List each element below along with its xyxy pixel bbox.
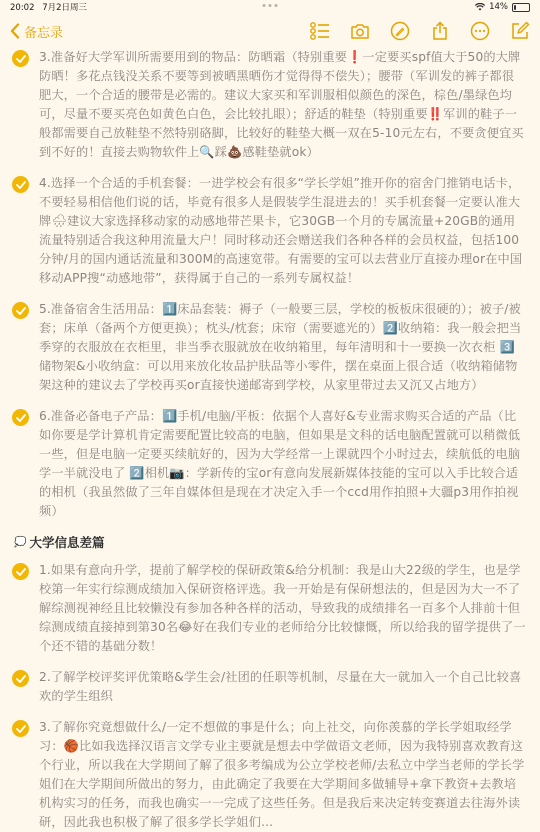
checklist-item-text: 4.选择一个合适的手机套餐：一进学校会有很多“学长学姐”推开你的宿舍门推销电话卡，不要轻易相信他们说的话，毕竟有很多人是假装学生混进去的！买手机套餐一定要认准大牌🌧建议大家选择移动家的动感地带芒果卡，它30GB一个月的专属流量+20GB的通用流量特别适合我这种用流量大户！同时移动还会赠送我们各种各样的会员权益，包括100分钟/月的国内通话流量和300M的高速宽带。有需要的宝可以去营业厅直接办理or在中国移动APP搜“动感地带”，获得属于自己的一系列专属权益！ — [39, 176, 523, 285]
checked-checkbox[interactable] — [12, 302, 29, 319]
share-button[interactable] — [430, 21, 450, 41]
checklist-item — [12, 718, 526, 832]
checklist-item — [12, 174, 526, 288]
checkmark-icon — [16, 725, 26, 733]
checklist-item-text: 2.了解学校评奖评优策略&学生会/社团的任职等机制，尽量在大一就加入一个自己比较喜欢的学生组织 — [39, 670, 522, 703]
checkmark-icon — [16, 568, 26, 576]
back-label: 备忘录 — [24, 25, 64, 41]
checked-checkbox[interactable] — [12, 176, 29, 193]
checkmark-icon — [16, 675, 26, 683]
checked-checkbox[interactable] — [12, 50, 29, 67]
checklist-item — [12, 668, 526, 706]
checklist-item-text: 6.准备必备电子产品：1️⃣手机/电脑/平板：依据个人喜好&专业需求购买合适的产品（比如你要是学计算机肯定需要配置比较高的电脑，但如果是文科的话电脑配置就可以稍微低一些，但是电脑一定要买续航好的，因为大学经常一上课就四个小时过去，续航低的电脑学一半就没电了 2️⃣相机📷：学新传的宝or有意向发展新媒体技能的宝可以入手比较合适的相机（我虽然做了三年自媒体但是现在才决定入手一个ccd用作拍照+大疆p3用作拍视频） — [39, 409, 521, 518]
speech-bubble-icon: 💭 — [14, 536, 27, 548]
checklist-item-text: 3.准备好大学军训所需要用到的物品：防晒霜（特别重要❗一定要买spf值大于50的大牌防晒！多花点钱没关系不要等到被晒黑晒伤才觉得得不偿失）；腰带（军训发的裤子都很肥大，一个合适的腰带是必需的。建议大家买和军训服相似颜色的深色，棕色/墨绿色均可，尽量不要买亮色如黄色白色，会比较扎眼）；舒适的鞋垫（特别重要‼️军训的鞋子一般都需要自己放鞋垫不然特别硌脚，比较好的鞋垫大概一双在5-10元左右，不要贪便宜买到不好的！直接去购物软件上🔍踩💩感鞋垫就ok） — [39, 50, 524, 159]
checkmark-icon — [16, 55, 26, 63]
toolbar-actions — [310, 21, 530, 41]
status-date: 7月2日周三 — [42, 3, 88, 13]
checklist-icon — [310, 22, 330, 40]
checked-checkbox[interactable] — [12, 720, 29, 737]
checklist-item — [12, 48, 526, 162]
markup-button[interactable] — [390, 21, 410, 41]
checked-checkbox[interactable] — [12, 670, 29, 687]
share-icon — [432, 21, 448, 41]
battery-icon — [512, 3, 530, 12]
checkmark-icon — [16, 181, 26, 189]
checked-checkbox[interactable] — [12, 409, 29, 426]
checklist-button[interactable] — [310, 21, 330, 41]
wifi-icon — [475, 3, 485, 11]
section-heading-text: 大学信息差篇 — [29, 535, 105, 550]
notes-toolbar — [0, 14, 540, 48]
checkmark-icon — [16, 414, 26, 422]
markup-pen-icon — [390, 21, 410, 41]
status-time: 20:02 — [10, 3, 35, 13]
battery-percent: 14% — [489, 2, 508, 12]
compose-button[interactable] — [510, 21, 530, 41]
back-button[interactable] — [10, 22, 63, 41]
checked-checkbox[interactable] — [12, 563, 29, 580]
status-bar — [0, 0, 540, 14]
section-heading — [14, 533, 526, 551]
camera-icon — [350, 23, 370, 40]
status-left — [10, 1, 87, 13]
checklist-item-text: 5.准备宿舍生活用品：1️⃣床品套装：褥子（一般要三层，学校的板板床很硬的）；被子/被套；床单（备两个方便更换）；枕头/枕套；床帘（需要遮光的）2️⃣收纳箱：我一般会把当季穿的衣服放在衣柜里，非当季衣服就放在收纳箱里，每年清明和十一要换一次衣柜 3️⃣储物架&小收纳盒：可以用来放化妆品护肤品等小零件，摆在桌面上很合适（收纳箱储物架这种的建议去了学校再买or直接快递邮寄到学校，从家里带过去又沉又占地方） — [39, 302, 522, 392]
checklist-item — [12, 300, 526, 395]
camera-button[interactable] — [350, 21, 370, 41]
checklist-item-text: 1.如果有意向升学，提前了解学校的保研政策&给分机制：我是山大22级的学生，也是学校第一年实行综测成绩加入保研资格评选。我一开始是有保研想法的，但是因为大一不了解综测视神经且比较懒没有参加各种各样的活动，导致我的成绩排名一百多个人排前十但综测成绩直接掉到第30名😂好在我们专业的老师给分比较慷慨，所以给我的留学提供了一个还不错的基础分数！ — [39, 563, 526, 653]
more-icon — [470, 21, 490, 41]
more-button[interactable] — [470, 21, 490, 41]
compose-icon — [510, 21, 530, 41]
chevron-left-icon — [10, 23, 20, 39]
checklist-item — [12, 407, 526, 521]
status-right — [475, 2, 530, 12]
checklist-item — [12, 561, 526, 656]
checkmark-icon — [16, 307, 26, 315]
multitask-dots[interactable] — [263, 4, 278, 7]
checklist-item-text: 3.了解你究竟想做什么/一定不想做的事是什么；向上社交，向你羡慕的学长学姐取经学习：🏀比如我选择汉语言文学专业主要就是想去中学做语文老师，因为我特别喜欢教育这个行业，所以我在大学期间了解了很多考编成为公立学校老师/去私立中学当老师的学长学姐们在大学期间所做出的努力，由此确定了我要在大学期间多做辅导+拿下教资+去教培机构实习的任务，而我也确实一一完成了这些任务。但是我后来决定转变赛道去往海外读研，因此我也积极了解了很多学长学姐们... — [39, 720, 525, 829]
note-body[interactable] — [0, 48, 540, 832]
